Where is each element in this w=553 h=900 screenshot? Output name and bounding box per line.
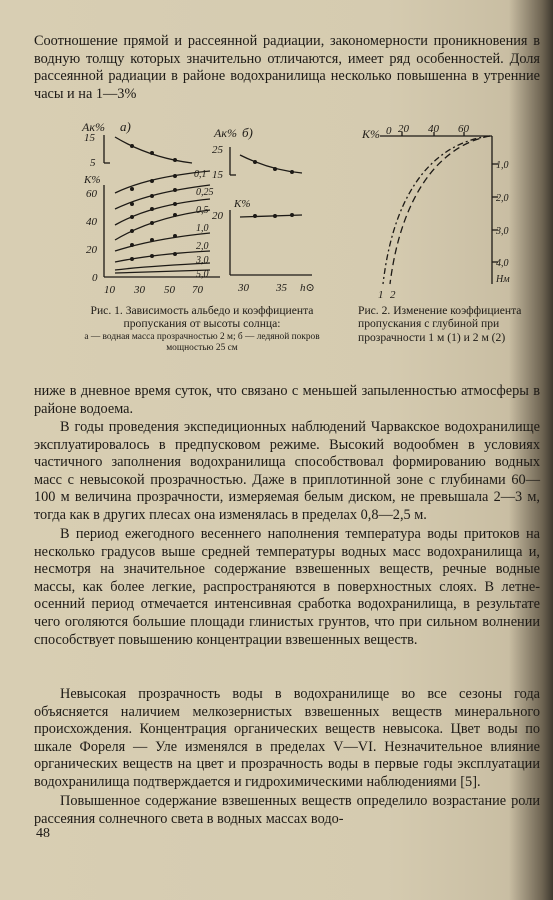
page-number: 48 (36, 826, 50, 841)
tick: 60 (86, 188, 97, 200)
tick: 0 (386, 125, 392, 137)
figure-2-transmission-depth-plot (350, 122, 540, 302)
figure-1-caption (62, 304, 342, 354)
depth-label: 0,25 (196, 187, 214, 198)
tick: 25 (212, 144, 223, 156)
tick: 30 (134, 284, 145, 295)
depth-label: 2,0 (196, 241, 209, 252)
paragraph-text: Повышенное содержание взвешенных веществ определило возрастание роли рассеяния солнечного света в водных массах водо- (34, 793, 540, 827)
tick: 70 (192, 284, 203, 295)
tick: 5 (90, 157, 96, 169)
y-axis-unit: Hм (496, 274, 510, 285)
paragraph-text: В годы проведения экспедиционных наблюдений Чарвакское водохранилище эксплуатировалось в предпусковом режиме. Высокий водообмен в условиях частичного заполнения водохранилища способствовал формированию водных масс с невысокой прозрачностью. Даже в приплотинной зоне с глубинами 60—100 м величина прозрачности, измеряемая белым диском, не превышала 2—3 м, тогда как в других плесах она изменялась в пределах 0,8—2,5 м. (34, 419, 540, 523)
paragraph-text: Соотношение прямой и рассеянной радиации, закономерности проникновения в водную толщу которых значительно отличаются, имеет ряд особенностей. Доля рассеянной радиации в районе водохранилища несколько повышенна в утренние часы и на 1—3% (34, 33, 540, 102)
depth-label: 1,0 (196, 223, 209, 234)
paragraph-text: ниже в дневное время суток, что связано с меньшей запыленностью атмосферы в районе водоема. (34, 383, 540, 417)
k-axis-label: K% (362, 127, 380, 141)
tick: 35 (276, 282, 287, 294)
caption-legend: а — водная масса прозрачностью 2 м; б — ледяной покров мощностью 25 см (84, 331, 320, 353)
tick: 0 (92, 272, 98, 284)
tick: 30 (238, 282, 249, 294)
tick: 60 (458, 123, 469, 135)
tick: 20 (398, 123, 409, 135)
paragraph-text: В период ежегодного весеннего наполнения температура воды притоков на несколько градусов выше средней температуры водных масс водохранилища и, несмотря на значительное содержание взвешенных веществ, речные водные массы, как более легкие, распространяются в поверхностных слоях. В летне-осенний период отмечается интенсивная сработка водохранилища, в результате чего оголяются большие площади глинистых грунтов, что при сильном волнении способствует повышению концентрации взвешенных веществ. (34, 526, 540, 648)
k-axis-label-b: K% (234, 198, 251, 210)
tick: 3,0 (496, 226, 509, 237)
figure-2-caption (358, 304, 544, 344)
curve-label: 2 (390, 289, 396, 301)
paragraph-3 (34, 419, 540, 525)
tick: 4,0 (496, 258, 509, 269)
panel-b-label: б) (242, 125, 253, 140)
tick: 10 (104, 284, 115, 295)
k-axis-label-a: K% (84, 174, 101, 186)
paragraph-4 (34, 526, 540, 649)
curve-label: 1 (378, 289, 384, 301)
depth-label: 0,1 (194, 169, 207, 180)
paragraph-2 (34, 383, 540, 418)
caption-text: Рис. 2. Изменение коэффициента пропускания с глубиной при прозрачности 1 м (1) и 2 м (2) (358, 304, 522, 344)
albedo-axis-label-b: Aк% (214, 126, 237, 140)
depth-label: 0,5 (196, 205, 209, 216)
caption-text: Рис. 1. Зависимость альбедо и коэффициента пропускания от высоты солнца: (90, 304, 314, 331)
tick: 20 (212, 210, 223, 222)
figure-1-albedo-transmission-plot (80, 115, 330, 295)
tick: 1,0 (496, 160, 509, 171)
tick: 50 (164, 284, 175, 295)
panel-a-label: а) (120, 119, 131, 134)
tick: 15 (212, 169, 223, 181)
tick: 40 (428, 123, 439, 135)
x-axis-unit: h⊙ (300, 282, 315, 294)
albedo-axis-label-a: Aк% (82, 120, 105, 134)
depth-label: 3,0 (196, 255, 209, 266)
tick: 40 (86, 216, 97, 228)
tick: 15 (84, 132, 95, 144)
paragraph-5 (34, 686, 540, 792)
tick: 20 (86, 244, 97, 256)
paragraph-text: Невысокая прозрачность воды в водохранилище во все сезоны года объясняется наличием мелкозернистых взвешенных веществ минерального происхождения. Концентрация органических веществ невысока. Цвет воды по шкале Фореля — Уле изменялся в пределах V—VI. Незначительное влияние органических веществ на цвет и прозрачность воды в первые годы эксплуатации водохранилища подтверждается и гидрохимическими наблюдениями [5]. (34, 686, 540, 790)
paragraph-6 (34, 793, 540, 828)
paragraph-1 (34, 33, 540, 103)
tick: 2,0 (496, 193, 509, 204)
depth-label: 5,0 (196, 269, 209, 280)
